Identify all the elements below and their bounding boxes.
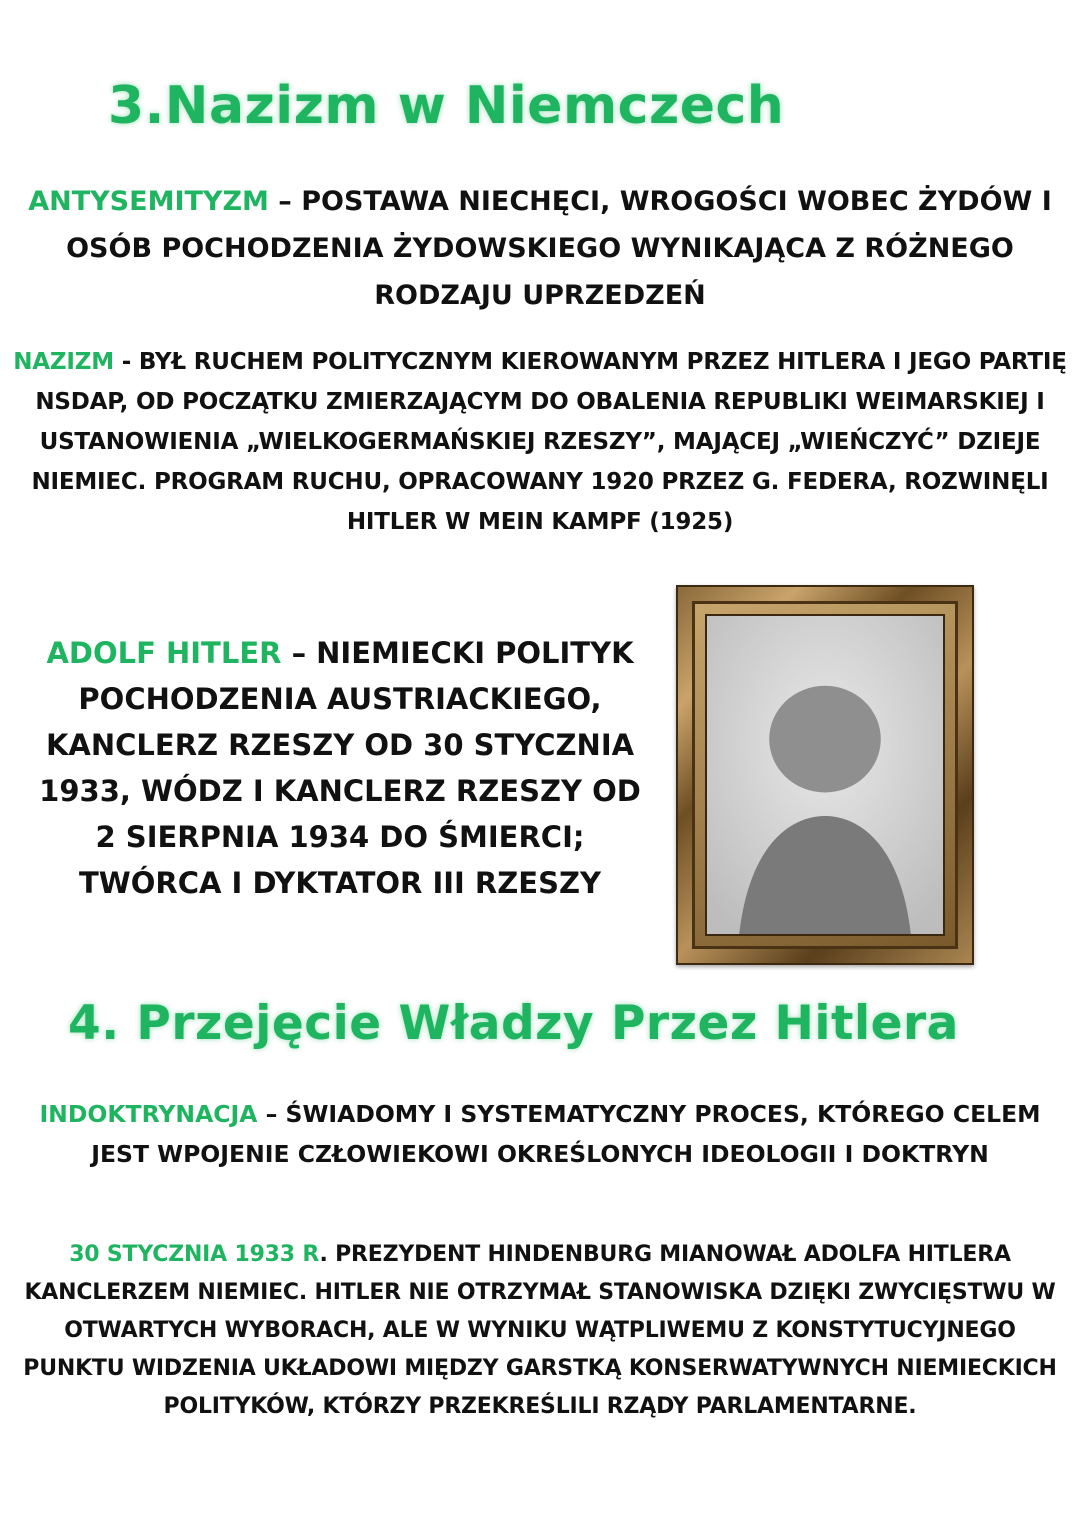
section-3-heading: 3.Nazizm w Niemczech	[108, 76, 785, 136]
antysemityzm-term: ANTYSEMITYZM	[28, 186, 269, 217]
indoktrynacja-term: INDOKTRYNACJA	[39, 1100, 258, 1128]
date-event-text: . PREZYDENT HINDENBURG MIANOWAŁ ADOLFA HITLERA KANCLERZEM NIEMIEC. HITLER NIE OTRZYMAŁ STANOWISKA DZIĘKI ZWYCIĘSTWU W OTWARTYCH WYBORACH, ALE W WYNIKU WĄTPLIWEMU Z KONSTYTUCYJNEGO PUNKTU WIDZENIA UKŁADOWI MIĘDZY GARSTKĄ KONSERWATYWNYCH NIEMIECKICH POLITYKÓW, KTÓRZY PRZEKREŚLILI RZĄDY PARLAMENTARNE.	[23, 1242, 1057, 1419]
portrait-placeholder-icon	[707, 616, 943, 934]
hitler-definition	[30, 630, 650, 906]
portrait-photo-placeholder	[705, 614, 945, 936]
hitler-term: ADOLF HITLER	[46, 636, 282, 670]
indoktrynacja-text: – ŚWIADOMY I SYSTEMATYCZNY PROCES, KTÓREGO CELEM JEST WPOJENIE CZŁOWIEKOWI OKREŚLONYCH IDEOLOGII I DOKTRYN	[91, 1100, 1041, 1168]
antysemityzm-text: – POSTAWA NIECHĘCI, WROGOŚCI WOBEC ŻYDÓW I OSÓB POCHODZENIA ŻYDOWSKIEGO WYNIKAJĄCA Z RÓŻNEGO RODZAJU UPRZEDZEŃ	[66, 186, 1052, 311]
antysemityzm-definition	[0, 178, 1080, 319]
date-event-paragraph	[20, 1236, 1060, 1426]
section-4-heading: 4. Przejęcie Władzy Przez Hitlera	[68, 996, 959, 1051]
nazizm-definition	[0, 342, 1080, 542]
nazizm-text: - BYŁ RUCHEM POLITYCZNYM KIEROWANYM PRZEZ HITLERA I JEGO PARTIĘ NSDAP, OD POCZĄTKU ZMIERZAJĄCYM DO OBALENIA REPUBLIKI WEIMARSKIEJ I USTANOWIENIA „WIELKOGERMAŃSKIEJ RZESZY”, MAJĄCEJ „WIEŃCZYĆ” DZIEJE NIEMIEC. PROGRAM RUCHU, OPRACOWANY 1920 PRZEZ G. FEDERA, ROZWINĘLI HITLER W MEIN KAMPF (1925)	[31, 349, 1067, 535]
hitler-text: – NIEMIECKI POLITYK POCHODZENIA AUSTRIACKIEGO, KANCLERZ RZESZY OD 30 STYCZNIA 1933, WÓDZ I KANCLERZ RZESZY OD 2 SIERPNIA 1934 DO ŚMIERCI; TWÓRCA I DYKTATOR III RZESZY	[39, 636, 641, 900]
portrait-frame-inner	[692, 601, 958, 949]
indoktrynacja-definition	[20, 1094, 1060, 1174]
nazizm-term: NAZIZM	[13, 349, 114, 375]
portrait-frame	[676, 585, 974, 965]
date-event-term: 30 STYCZNIA 1933 R	[69, 1242, 320, 1267]
